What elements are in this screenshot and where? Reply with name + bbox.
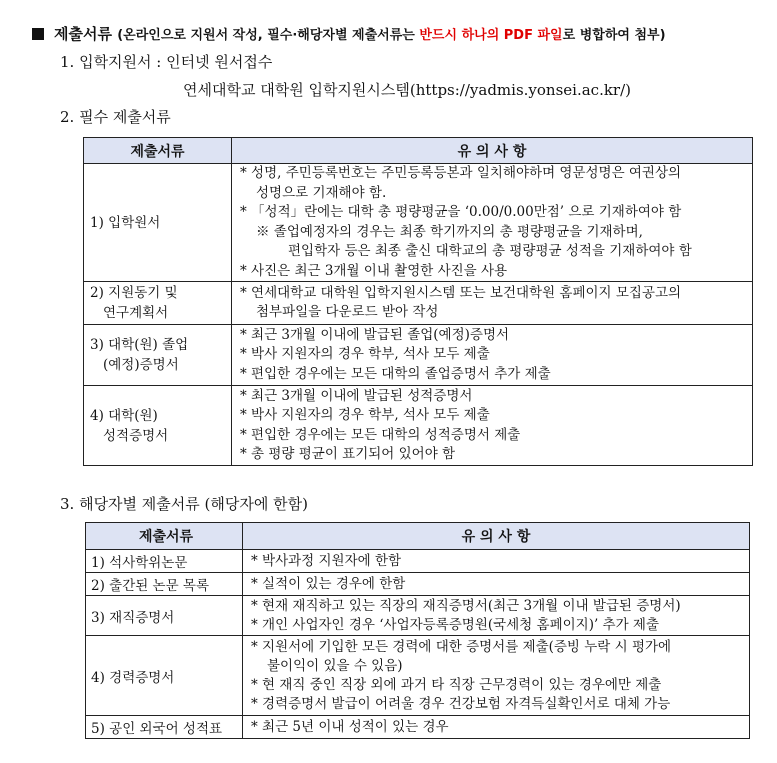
- note-line: * 박사과정 지원자에 한함: [251, 552, 402, 569]
- doc-label: 1) 입학원서: [90, 214, 161, 231]
- note-line: * 현재 재직하고 있는 직장의 재직증명서(최근 3개월 이내 발급된 증명서): [251, 597, 681, 614]
- note-line: 편입학자 등은 최종 출신 대학교의 총 평량평균 성적을 기재하여야 함: [288, 243, 692, 259]
- note-line: * 개인 사업자인 경우 ‘사업자등록증명원(국세청 홈페이지)’ 추가 제출: [251, 616, 660, 633]
- note-line: 첨부파일을 다운로드 받아 작성: [256, 304, 439, 320]
- note-red-emphasis: 반드시 하나의 PDF 파일: [419, 28, 563, 43]
- page-title: [32, 23, 666, 44]
- col-doc-header: 제출서류: [86, 523, 243, 550]
- note-close: 로 병합하여 첨부): [562, 28, 666, 43]
- table-header-row: [84, 138, 753, 164]
- note-cell: [232, 386, 753, 466]
- note-line: * 최근 3개월 이내에 발급된 졸업(예정)증명서: [240, 326, 510, 343]
- doc-cell: 5) 공인 외국어 성적표: [86, 716, 243, 739]
- note-line: * 최근 3개월 이내에 발급된 성적증명서: [240, 387, 473, 404]
- doc-cell: 3) 재직증명서: [86, 596, 243, 636]
- note-line: * 성명, 주민등록번호는 주민등록등본과 일치해야하며 영문성명은 여권상의: [240, 165, 682, 181]
- doc-cell: 4) 경력증명서: [86, 636, 243, 716]
- col-doc-header: 제출서류: [84, 138, 232, 164]
- doc-label: 성적증명서: [103, 427, 169, 444]
- doc-cell: [84, 164, 232, 282]
- note-line: 성명으로 기재해야 함.: [256, 184, 387, 201]
- doc-cell: [84, 386, 232, 466]
- note-line: ※ 졸업예정자의 경우는 최종 학기까지의 총 평량평균을 기재하며,: [256, 223, 643, 240]
- square-bullet-icon: [32, 28, 44, 40]
- doc-label: 2) 지원동기 및: [90, 285, 178, 301]
- note-cell: [232, 282, 753, 325]
- note-cell: [232, 164, 753, 282]
- doc-cell: 1) 석사학위논문: [86, 550, 243, 573]
- section3-heading: 3. 해당자별 제출서류 (해당자에 한함): [60, 495, 308, 513]
- note-line: * 편입한 경우에는 모든 대학의 성적증명서 제출: [240, 426, 521, 443]
- col-note-header: 유 의 사 항: [243, 523, 750, 550]
- note-line: * 경력증명서 발급이 어려울 경우 건강보험 자격득실확인서로 대체 가능: [251, 695, 671, 712]
- note-line: * 최근 5년 이내 성적이 있는 경우: [251, 718, 449, 735]
- item1-system-link[interactable]: 연세대학교 대학원 입학지원시스템(https://yadmis.yonsei.ac.kr/): [183, 81, 632, 99]
- doc-cell: [84, 282, 232, 325]
- note-line: * 사진은 최근 3개월 이내 촬영한 사진을 사용: [240, 262, 508, 279]
- conditional-docs-table: [85, 522, 750, 739]
- note-line: * 박사 지원자의 경우 학부, 석사 모두 제출: [240, 407, 490, 423]
- section2-heading: 2. 필수 제출서류: [60, 108, 171, 126]
- title-text: 제출서류: [54, 25, 112, 43]
- note-cell: [243, 636, 750, 716]
- note-line: * 실적이 있는 경우에 한함: [251, 575, 406, 592]
- note-open: (온라인으로 지원서 작성, 필수·해당자별 제출서류는: [117, 28, 420, 43]
- table-row: [86, 573, 750, 596]
- doc-cell: [84, 325, 232, 386]
- note-line: * 「성적」란에는 대학 총 평량평균을 ‘0.00/0.00만점’ 으로 기재하여야 함: [240, 204, 682, 220]
- note-cell: [243, 550, 750, 573]
- table-row: [86, 550, 750, 573]
- table-row: [86, 636, 750, 716]
- note-line: * 박사 지원자의 경우 학부, 석사 모두 제출: [240, 346, 490, 363]
- doc-label: (예정)증명서: [103, 357, 179, 373]
- doc-label: 3) 대학(원) 졸업: [90, 337, 189, 353]
- table-row: [84, 164, 753, 282]
- doc-cell: 2) 출간된 논문 목록: [86, 573, 243, 596]
- note-line: * 현 재직 중인 직장 외에 과거 타 직장 근무경력이 있는 경우에만 제출: [251, 676, 662, 693]
- doc-label: 4) 대학(원): [90, 407, 158, 424]
- table-row: [84, 282, 753, 325]
- item1-label: 1. 입학지원서 : 인터넷 원서접수: [60, 53, 273, 71]
- table-row: [86, 716, 750, 739]
- note-cell: [243, 716, 750, 739]
- table-row: [86, 596, 750, 636]
- note-line: * 총 평량 평균이 표기되어 있어야 함: [240, 446, 456, 462]
- note-cell: [243, 573, 750, 596]
- note-line: * 편입한 경우에는 모든 대학의 졸업증명서 추가 제출: [240, 365, 551, 382]
- note-line: * 지원서에 기입한 모든 경력에 대한 증명서를 제출(증빙 누락 시 평가에: [251, 638, 672, 655]
- table-row: [84, 386, 753, 466]
- title-note: [117, 28, 665, 43]
- note-cell: [232, 325, 753, 386]
- doc-label: 연구계획서: [103, 305, 169, 321]
- table-header-row: [86, 523, 750, 550]
- table-row: [84, 325, 753, 386]
- note-cell: [243, 596, 750, 636]
- note-line: * 연세대학교 대학원 입학지원시스템 또는 보건대학원 홈페이지 모집공고의: [240, 284, 682, 301]
- note-line: 불이익이 있을 수 있음): [267, 657, 403, 674]
- required-docs-table: [83, 137, 753, 466]
- col-note-header: 유 의 사 항: [232, 138, 753, 164]
